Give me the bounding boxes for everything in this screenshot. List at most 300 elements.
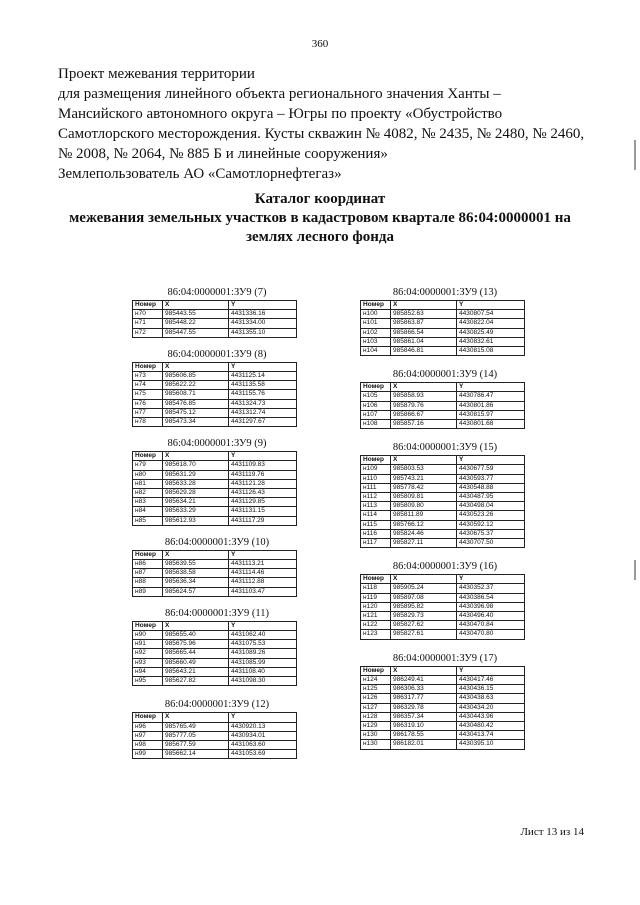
- coordinate-block: [360, 441, 530, 548]
- table-row: [361, 401, 525, 410]
- column-header: Y: [229, 621, 297, 630]
- y-coordinate-cell: 4431114.46: [229, 569, 297, 578]
- point-id-cell: н97: [133, 731, 163, 740]
- coordinate-table: [132, 712, 297, 759]
- y-coordinate-cell: 4431108.40: [229, 667, 297, 676]
- table-row: [361, 493, 525, 502]
- table-row: [133, 677, 297, 686]
- point-id-cell: н105: [361, 392, 391, 401]
- column-header: Y: [457, 575, 525, 584]
- table-row: [361, 612, 525, 621]
- table-row: [133, 408, 297, 417]
- column-header: X: [163, 452, 229, 461]
- point-id-cell: н124: [361, 675, 391, 684]
- table-header-row: [361, 456, 525, 465]
- x-coordinate-cell: 985447.55: [163, 328, 229, 337]
- point-id-cell: н128: [361, 712, 391, 721]
- parcel-title: 86:04:0000001:ЗУ9 (16): [392, 561, 498, 573]
- point-id-cell: н99: [133, 750, 163, 759]
- table-row: [133, 587, 297, 596]
- x-coordinate-cell: 985443.55: [163, 310, 229, 319]
- y-coordinate-cell: 4430386.54: [457, 593, 525, 602]
- table-row: [361, 310, 525, 319]
- table-row: [133, 418, 297, 427]
- y-coordinate-cell: 4431113.21: [229, 560, 297, 569]
- y-coordinate-cell: 4430677.59: [457, 465, 525, 474]
- parcel-title: 86:04:0000001:ЗУ9 (11): [165, 607, 269, 619]
- table-header-row: [133, 362, 297, 371]
- y-coordinate-cell: 4431312.74: [229, 408, 297, 417]
- header-line: Мансийского автономного округа – Югры по проекту «Обустройство: [58, 106, 503, 122]
- column-header: Y: [457, 301, 525, 310]
- table-row: [361, 602, 525, 611]
- table-row: [133, 560, 297, 569]
- x-coordinate-cell: 985633.28: [163, 479, 229, 488]
- x-coordinate-cell: 985636.34: [163, 578, 229, 587]
- table-row: [133, 328, 297, 337]
- column-header: Y: [229, 550, 297, 559]
- y-coordinate-cell: 4431085.99: [229, 658, 297, 667]
- x-coordinate-cell: 985631.29: [163, 470, 229, 479]
- table-row: [361, 630, 525, 639]
- column-header: X: [163, 713, 229, 722]
- column-header: Номер: [361, 575, 391, 584]
- y-coordinate-cell: 4430832.61: [457, 337, 525, 346]
- x-coordinate-cell: 985606.85: [163, 372, 229, 381]
- point-id-cell: н90: [133, 631, 163, 640]
- coordinate-block: [132, 437, 302, 526]
- column-header: X: [163, 362, 229, 371]
- column-header: X: [163, 550, 229, 559]
- point-id-cell: н70: [133, 310, 163, 319]
- table-header-row: [133, 621, 297, 630]
- parcel-title: 86:04:0000001:ЗУ9 (12): [164, 699, 270, 711]
- point-id-cell: н122: [361, 621, 391, 630]
- y-coordinate-cell: 4431098.30: [229, 677, 297, 686]
- y-coordinate-cell: 4430352.37: [457, 584, 525, 593]
- y-coordinate-cell: 4431126.43: [229, 489, 297, 498]
- point-id-cell: н129: [361, 721, 391, 730]
- table-row: [133, 658, 297, 667]
- table-row: [361, 319, 525, 328]
- y-coordinate-cell: 4431334.00: [229, 319, 297, 328]
- point-id-cell: н71: [133, 319, 163, 328]
- column-header: Номер: [133, 301, 163, 310]
- y-coordinate-cell: 4431297.67: [229, 418, 297, 427]
- point-id-cell: н78: [133, 418, 163, 427]
- table-header-row: [361, 301, 525, 310]
- x-coordinate-cell: 985827.62: [391, 621, 457, 630]
- y-coordinate-cell: 4430707.50: [457, 539, 525, 548]
- table-row: [361, 483, 525, 492]
- table-row: [133, 498, 297, 507]
- coordinate-block: [132, 607, 302, 686]
- y-coordinate-cell: 4430523.26: [457, 511, 525, 520]
- x-coordinate-cell: 985803.53: [391, 465, 457, 474]
- table-row: [361, 502, 525, 511]
- coordinate-block: [360, 286, 530, 356]
- y-coordinate-cell: 4431112.88: [229, 578, 297, 587]
- column-header: X: [391, 301, 457, 310]
- table-row: [361, 337, 525, 346]
- header-line: Самотлорского месторождения. Кусты скважин № 4082, № 2435, № 2480, № 2460,: [58, 126, 585, 142]
- point-id-cell: н73: [133, 372, 163, 381]
- column-header: Y: [457, 666, 525, 675]
- y-coordinate-cell: 4431103.47: [229, 587, 297, 596]
- table-header-row: [361, 575, 525, 584]
- table-row: [361, 392, 525, 401]
- column-header: Y: [457, 383, 525, 392]
- y-coordinate-cell: 4430434.20: [457, 703, 525, 712]
- header-line: для размещения линейного объекта регионального значения Ханты –: [58, 86, 501, 102]
- y-coordinate-cell: 4430396.98: [457, 602, 525, 611]
- point-id-cell: н110: [361, 474, 391, 483]
- coordinate-table: [132, 621, 297, 686]
- y-coordinate-cell: 4431324.73: [229, 399, 297, 408]
- y-coordinate-cell: 4431117.29: [229, 516, 297, 525]
- point-id-cell: н100: [361, 310, 391, 319]
- table-row: [133, 470, 297, 479]
- point-id-cell: н130: [361, 740, 391, 749]
- page-number: 360: [311, 38, 329, 50]
- point-id-cell: н85: [133, 516, 163, 525]
- table-row: [133, 516, 297, 525]
- coordinate-block: [132, 348, 302, 427]
- point-id-cell: н88: [133, 578, 163, 587]
- point-id-cell: н76: [133, 399, 163, 408]
- y-coordinate-cell: 4431089.26: [229, 649, 297, 658]
- header-line: Землепользователь АО «Самотлорнефтегаз»: [58, 166, 342, 182]
- column-header: Номер: [361, 456, 391, 465]
- coordinate-table: [360, 455, 525, 548]
- column-header: Y: [229, 713, 297, 722]
- point-id-cell: н98: [133, 740, 163, 749]
- x-coordinate-cell: 985827.61: [391, 630, 457, 639]
- header-line: № 2008, № 2064, № 885 Б и линейные сооружения»: [58, 146, 388, 162]
- point-id-cell: н116: [361, 529, 391, 538]
- coordinate-table: [360, 666, 525, 750]
- x-coordinate-cell: 985895.82: [391, 602, 457, 611]
- x-coordinate-cell: 986182.01: [391, 740, 457, 749]
- parcel-title: 86:04:0000001:ЗУ9 (13): [392, 287, 498, 298]
- table-row: [133, 310, 297, 319]
- point-id-cell: н93: [133, 658, 163, 667]
- table-row: [133, 319, 297, 328]
- table-row: [133, 390, 297, 399]
- column-header: Y: [229, 301, 297, 310]
- column-header: Номер: [361, 301, 391, 310]
- point-id-cell: н75: [133, 390, 163, 399]
- right-tables-column: [360, 286, 530, 762]
- parcel-title: 86:04:0000001:ЗУ9 (7): [167, 287, 267, 298]
- x-coordinate-cell: 986329.78: [391, 703, 457, 712]
- table-row: [361, 420, 525, 429]
- x-coordinate-cell: 986357.34: [391, 712, 457, 721]
- point-id-cell: н120: [361, 602, 391, 611]
- x-coordinate-cell: 985639.55: [163, 560, 229, 569]
- coordinate-table: [132, 300, 297, 338]
- column-header: Номер: [133, 452, 163, 461]
- table-row: [133, 667, 297, 676]
- x-coordinate-cell: 985675.96: [163, 640, 229, 649]
- table-row: [133, 489, 297, 498]
- point-id-cell: н92: [133, 649, 163, 658]
- x-coordinate-cell: 985765.49: [163, 722, 229, 731]
- y-coordinate-cell: 4430470.80: [457, 630, 525, 639]
- point-id-cell: н95: [133, 677, 163, 686]
- table-row: [133, 649, 297, 658]
- y-coordinate-cell: 4430438.63: [457, 694, 525, 703]
- table-row: [133, 578, 297, 587]
- column-header: Y: [229, 362, 297, 371]
- y-coordinate-cell: 4431355.10: [229, 328, 297, 337]
- x-coordinate-cell: 985863.87: [391, 319, 457, 328]
- parcel-title: 86:04:0000001:ЗУ9 (10): [164, 536, 270, 548]
- x-coordinate-cell: 986178.55: [391, 731, 457, 740]
- column-header: Номер: [361, 666, 391, 675]
- table-row: [133, 569, 297, 578]
- x-coordinate-cell: 985827.11: [391, 539, 457, 548]
- y-coordinate-cell: 4431131.15: [229, 507, 297, 516]
- x-coordinate-cell: 985809.80: [391, 502, 457, 511]
- table-header-row: [361, 666, 525, 675]
- table-row: [361, 410, 525, 419]
- parcel-title: 86:04:0000001:ЗУ9 (14): [392, 369, 498, 381]
- point-id-cell: н101: [361, 319, 391, 328]
- column-header: X: [391, 575, 457, 584]
- header-line: Проект межевания территории: [58, 66, 255, 82]
- point-id-cell: н82: [133, 489, 163, 498]
- table-row: [361, 511, 525, 520]
- y-coordinate-cell: 4431062.40: [229, 631, 297, 640]
- x-coordinate-cell: 985897.08: [391, 593, 457, 602]
- x-coordinate-cell: 985866.54: [391, 328, 457, 337]
- x-coordinate-cell: 985475.12: [163, 408, 229, 417]
- x-coordinate-cell: 985829.73: [391, 612, 457, 621]
- x-coordinate-cell: 985905.24: [391, 584, 457, 593]
- point-id-cell: н103: [361, 337, 391, 346]
- point-id-cell: н130: [361, 731, 391, 740]
- coordinate-table: [360, 574, 525, 639]
- column-header: Номер: [133, 621, 163, 630]
- x-coordinate-cell: 985852.63: [391, 310, 457, 319]
- x-coordinate-cell: 985766.12: [391, 520, 457, 529]
- x-coordinate-cell: 985846.81: [391, 347, 457, 356]
- column-header: X: [391, 383, 457, 392]
- x-coordinate-cell: 985777.05: [163, 731, 229, 740]
- y-coordinate-cell: 4430822.04: [457, 319, 525, 328]
- y-coordinate-cell: 4430487.95: [457, 493, 525, 502]
- column-header: Номер: [133, 550, 163, 559]
- table-row: [361, 685, 525, 694]
- x-coordinate-cell: 985655.40: [163, 631, 229, 640]
- parcel-title: 86:04:0000001:ЗУ9 (17): [392, 652, 498, 664]
- x-coordinate-cell: 985811.89: [391, 511, 457, 520]
- y-coordinate-cell: 4431119.76: [229, 470, 297, 479]
- y-coordinate-cell: 4430592.12: [457, 520, 525, 529]
- column-header: X: [391, 456, 457, 465]
- y-coordinate-cell: 4430675.37: [457, 529, 525, 538]
- y-coordinate-cell: 4431121.28: [229, 479, 297, 488]
- x-coordinate-cell: 985624.57: [163, 587, 229, 596]
- table-row: [133, 750, 297, 759]
- coordinate-table: [360, 382, 525, 429]
- point-id-cell: н74: [133, 381, 163, 390]
- y-coordinate-cell: 4430498.04: [457, 502, 525, 511]
- x-coordinate-cell: 985824.46: [391, 529, 457, 538]
- y-coordinate-cell: 4430470.84: [457, 621, 525, 630]
- y-coordinate-cell: 4430934.01: [229, 731, 297, 740]
- x-coordinate-cell: 986319.10: [391, 721, 457, 730]
- point-id-cell: н125: [361, 685, 391, 694]
- y-coordinate-cell: 4430417.46: [457, 675, 525, 684]
- coordinate-block: [132, 698, 302, 759]
- table-row: [361, 731, 525, 740]
- x-coordinate-cell: 986317.77: [391, 694, 457, 703]
- table-row: [361, 347, 525, 356]
- y-coordinate-cell: 4430815.97: [457, 410, 525, 419]
- point-id-cell: н119: [361, 593, 391, 602]
- table-row: [133, 372, 297, 381]
- x-coordinate-cell: 985857.16: [391, 420, 457, 429]
- point-id-cell: н79: [133, 461, 163, 470]
- y-coordinate-cell: 4431155.76: [229, 390, 297, 399]
- sheet-label: Лист 13 из 14: [520, 826, 584, 838]
- y-coordinate-cell: 4430815.08: [457, 347, 525, 356]
- point-id-cell: н107: [361, 410, 391, 419]
- table-header-row: [133, 452, 297, 461]
- point-id-cell: н83: [133, 498, 163, 507]
- scan-edge-mark: [634, 560, 636, 580]
- y-coordinate-cell: 4431075.53: [229, 640, 297, 649]
- column-header: X: [391, 666, 457, 675]
- point-id-cell: н121: [361, 612, 391, 621]
- x-coordinate-cell: 985861.04: [391, 337, 457, 346]
- column-header: X: [163, 301, 229, 310]
- y-coordinate-cell: 4431063.60: [229, 740, 297, 749]
- point-id-cell: н113: [361, 502, 391, 511]
- y-coordinate-cell: 4431129.85: [229, 498, 297, 507]
- y-coordinate-cell: 4430801.86: [457, 401, 525, 410]
- point-id-cell: н81: [133, 479, 163, 488]
- y-coordinate-cell: 4431109.83: [229, 461, 297, 470]
- coordinate-block: [360, 652, 530, 750]
- point-id-cell: н87: [133, 569, 163, 578]
- table-row: [133, 479, 297, 488]
- point-id-cell: н123: [361, 630, 391, 639]
- point-id-cell: н84: [133, 507, 163, 516]
- table-row: [361, 740, 525, 749]
- column-header: Y: [229, 452, 297, 461]
- x-coordinate-cell: 985473.34: [163, 418, 229, 427]
- table-row: [361, 675, 525, 684]
- x-coordinate-cell: 985660.49: [163, 658, 229, 667]
- x-coordinate-cell: 985743.21: [391, 474, 457, 483]
- coordinate-table: [132, 550, 297, 597]
- point-id-cell: н89: [133, 587, 163, 596]
- table-row: [361, 520, 525, 529]
- table-row: [133, 461, 297, 470]
- table-row: [361, 621, 525, 630]
- y-coordinate-cell: 4430825.49: [457, 328, 525, 337]
- column-header: X: [163, 621, 229, 630]
- table-row: [133, 507, 297, 516]
- parcel-title: 86:04:0000001:ЗУ9 (9): [167, 438, 267, 450]
- point-id-cell: н111: [361, 483, 391, 492]
- x-coordinate-cell: 985809.81: [391, 493, 457, 502]
- y-coordinate-cell: 4430395.10: [457, 740, 525, 749]
- column-header: Номер: [133, 713, 163, 722]
- y-coordinate-cell: 4430801.68: [457, 420, 525, 429]
- point-id-cell: н127: [361, 703, 391, 712]
- x-coordinate-cell: 986306.33: [391, 685, 457, 694]
- x-coordinate-cell: 985629.28: [163, 489, 229, 498]
- table-row: [133, 740, 297, 749]
- y-coordinate-cell: 4430480.42: [457, 721, 525, 730]
- scan-edge-mark: [634, 140, 636, 170]
- point-id-cell: н108: [361, 420, 391, 429]
- x-coordinate-cell: 985858.93: [391, 392, 457, 401]
- y-coordinate-cell: 4430413.74: [457, 731, 525, 740]
- point-id-cell: н109: [361, 465, 391, 474]
- y-coordinate-cell: 4431135.58: [229, 381, 297, 390]
- y-coordinate-cell: 4430496.40: [457, 612, 525, 621]
- table-row: [361, 593, 525, 602]
- x-coordinate-cell: 985677.59: [163, 740, 229, 749]
- table-row: [361, 465, 525, 474]
- coordinate-block: [360, 368, 530, 429]
- y-coordinate-cell: 4431336.16: [229, 310, 297, 319]
- point-id-cell: н115: [361, 520, 391, 529]
- column-header: Номер: [361, 383, 391, 392]
- table-row: [361, 694, 525, 703]
- table-row: [133, 731, 297, 740]
- coordinate-table: [132, 451, 297, 526]
- point-id-cell: н72: [133, 328, 163, 337]
- y-coordinate-cell: 4430548.88: [457, 483, 525, 492]
- x-coordinate-cell: 985612.93: [163, 516, 229, 525]
- x-coordinate-cell: 985448.22: [163, 319, 229, 328]
- table-row: [361, 328, 525, 337]
- point-id-cell: н94: [133, 667, 163, 676]
- x-coordinate-cell: 985627.82: [163, 677, 229, 686]
- catalog-title: [40, 190, 600, 247]
- point-id-cell: н96: [133, 722, 163, 731]
- coordinate-block: [132, 536, 302, 597]
- table-row: [361, 721, 525, 730]
- y-coordinate-cell: 4430920.13: [229, 722, 297, 731]
- table-row: [361, 703, 525, 712]
- x-coordinate-cell: 985662.14: [163, 750, 229, 759]
- left-tables-column: [132, 286, 302, 769]
- table-row: [361, 474, 525, 483]
- y-coordinate-cell: 4431053.69: [229, 750, 297, 759]
- point-id-cell: н112: [361, 493, 391, 502]
- x-coordinate-cell: 985643.21: [163, 667, 229, 676]
- point-id-cell: н77: [133, 408, 163, 417]
- table-row: [361, 539, 525, 548]
- point-id-cell: н106: [361, 401, 391, 410]
- table-header-row: [133, 550, 297, 559]
- x-coordinate-cell: 985634.21: [163, 498, 229, 507]
- coordinate-table: [132, 362, 297, 427]
- y-coordinate-cell: 4430593.77: [457, 474, 525, 483]
- catalog-title-line: межевания земельных участков в кадастровом квартале 86:04:0000001 на: [69, 210, 571, 226]
- x-coordinate-cell: 985638.58: [163, 569, 229, 578]
- table-row: [133, 381, 297, 390]
- x-coordinate-cell: 985879.76: [391, 401, 457, 410]
- parcel-title: 86:04:0000001:ЗУ9 (15): [392, 442, 498, 454]
